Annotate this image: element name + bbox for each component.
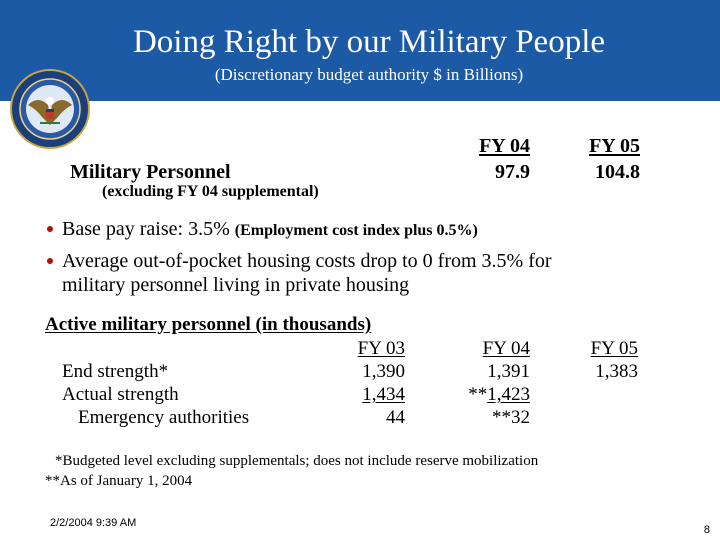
footnote-as-of-date: **As of January 1, 2004	[45, 473, 193, 489]
row-end-strength-fy03: 1,390	[362, 361, 405, 382]
summary-col-fy04: FY 04	[479, 135, 530, 157]
row-emergency-authorities-fy04-value: 32	[511, 407, 530, 428]
row-emergency-authorities-fy03: 44	[386, 407, 405, 428]
table-col-fy05: FY 05	[590, 338, 638, 359]
summary-col-fy05: FY 05	[589, 135, 640, 157]
row-actual-strength-fy04	[430, 383, 530, 406]
summary-value-fy04: 97.9	[495, 161, 530, 183]
row-end-strength-fy04: 1,391	[487, 361, 530, 382]
page-title: Doing Right by our Military People	[132, 24, 606, 60]
table-col-fy03: FY 03	[357, 338, 405, 359]
footer-timestamp: 2/2/2004 9:39 AM	[50, 517, 137, 529]
department-of-defense-seal-icon	[10, 69, 90, 149]
bullet-pay-raise	[62, 217, 478, 241]
bullet-pay-raise-text: Base pay raise: 3.5%	[62, 218, 235, 240]
row-end-strength-fy05: 1,383	[595, 361, 638, 382]
footnote-budgeted-level: *Budgeted level excluding supplementals; does not include reserve mobilization	[55, 453, 539, 469]
bullet-housing-line2: military personnel living in private housing	[62, 274, 410, 296]
row-actual-strength-fy04-prefix: **	[468, 384, 488, 405]
row-actual-strength-fy04-value: 1,423	[487, 384, 530, 405]
row-end-strength-label: End strength*	[62, 361, 169, 382]
page-number: 8	[703, 524, 710, 536]
row-emergency-authorities-label: Emergency authorities	[78, 407, 250, 428]
summary-note: (excluding FY 04 supplemental)	[102, 183, 319, 200]
bullet-icon	[47, 226, 53, 232]
table-col-fy04: FY 04	[482, 338, 530, 359]
summary-label: Military Personnel	[70, 161, 231, 183]
row-actual-strength-fy03: 1,434	[362, 384, 405, 405]
bullet-pay-raise-detail: (Employment cost index plus 0.5%)	[234, 222, 478, 239]
bullet-icon	[47, 258, 53, 264]
summary-value-fy05: 104.8	[595, 161, 640, 183]
row-emergency-authorities-fy04	[430, 406, 530, 429]
table-heading: Active military personnel (in thousands)	[45, 314, 372, 335]
row-emergency-authorities-fy04-prefix: **	[492, 407, 511, 428]
row-actual-strength-label: Actual strength	[62, 384, 179, 405]
page-subtitle: (Discretionary budget authority $ in Billions)	[214, 65, 524, 84]
bullet-housing-line1: Average out-of-pocket housing costs drop to 0 from 3.5% for	[62, 250, 552, 272]
